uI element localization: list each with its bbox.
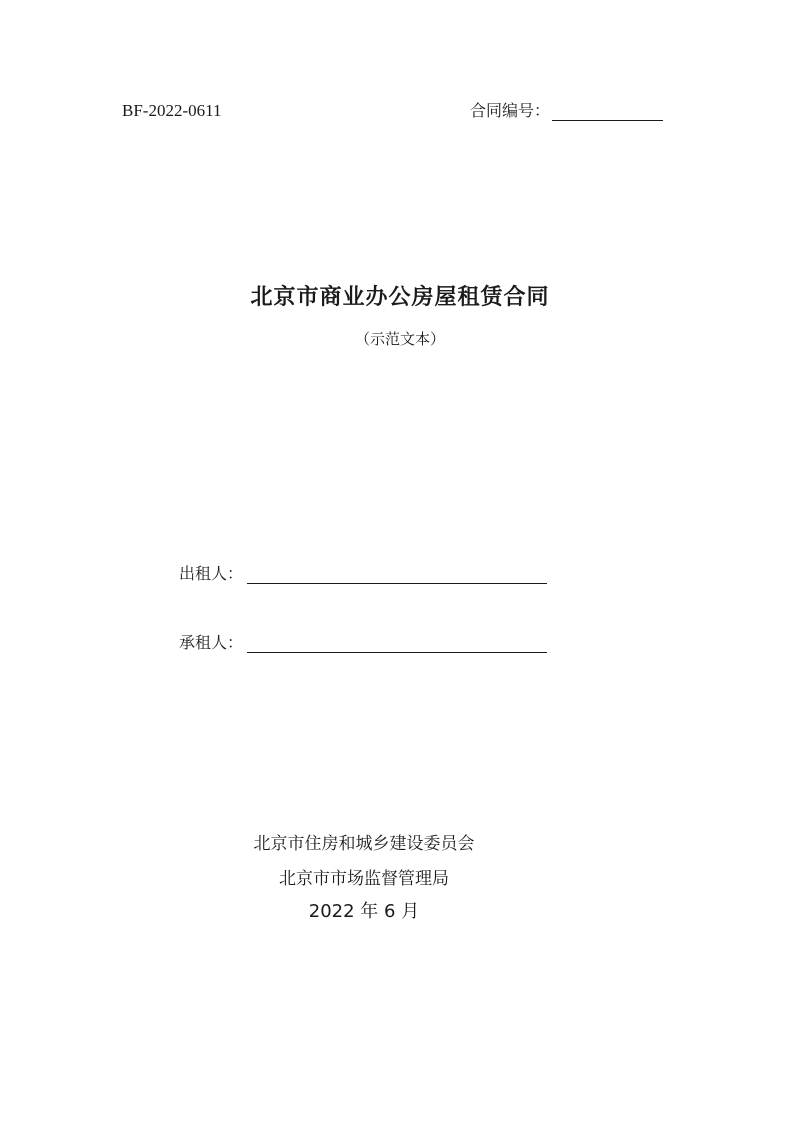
issuer-housing-commission: 北京市住房和城乡建设委员会	[253, 834, 475, 854]
lessor-label: 出租人：	[179, 564, 244, 583]
issue-date: 2022 年 6 月	[308, 901, 420, 922]
lessor-blank[interactable]	[247, 565, 547, 584]
issuer-market-bureau: 北京市市场监督管理局	[279, 869, 449, 889]
document-code: BF-2022-0611	[122, 101, 222, 120]
contract-number-label: 合同编号：	[470, 101, 551, 120]
contract-number-field	[470, 101, 663, 121]
lessee-label: 承租人：	[179, 633, 244, 652]
lessee-blank[interactable]	[247, 634, 547, 653]
lessee-field	[179, 633, 547, 653]
contract-number-blank[interactable]	[552, 102, 663, 121]
lessor-field	[179, 564, 547, 584]
document-subtitle: （示范文本）	[354, 330, 445, 348]
document-title: 北京市商业办公房屋租赁合同	[250, 285, 550, 310]
